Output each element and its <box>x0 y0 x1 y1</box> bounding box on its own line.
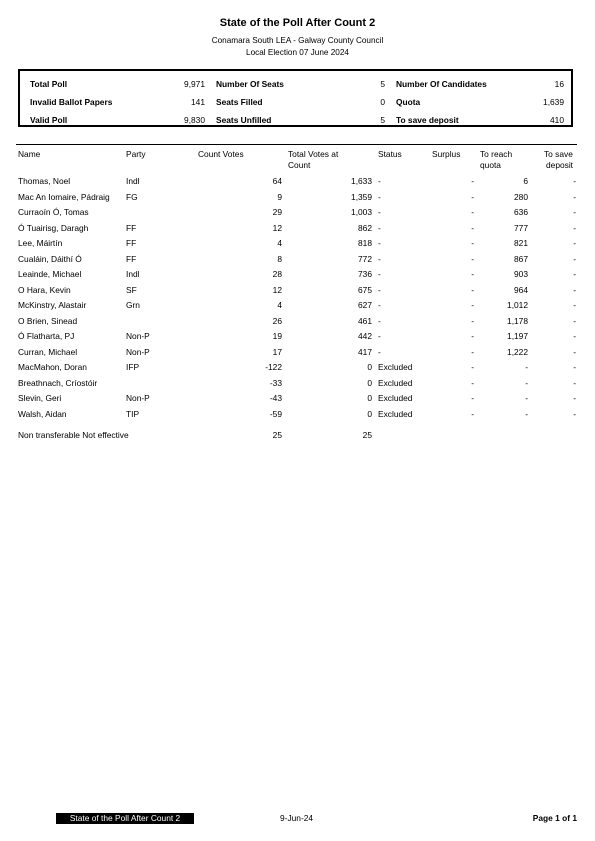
candidates-value: 16 <box>554 79 564 89</box>
status: - <box>378 238 381 248</box>
candidate-name: O Hara, Kevin <box>18 284 71 295</box>
footer-report-badge: State of the Poll After Count 2 <box>56 813 194 824</box>
to-reach-quota: 903 <box>514 269 528 279</box>
candidate-row <box>0 300 595 315</box>
count-votes: 4 <box>277 238 282 248</box>
candidate-party: TIP <box>126 408 140 419</box>
surplus: - <box>471 315 474 326</box>
candidate-party: Non-P <box>126 393 150 403</box>
candidate-row <box>0 331 595 346</box>
candidate-name: Slevin, Geri <box>18 393 62 403</box>
count-votes: 9 <box>277 191 282 202</box>
candidate-party: FF <box>126 253 137 264</box>
invalid-value: 141 <box>191 97 205 107</box>
total-votes: 0 <box>367 377 372 388</box>
status: - <box>378 315 381 326</box>
deposit-value: 410 <box>550 115 564 125</box>
candidate-name: Curraoín Ó, Tomas <box>18 207 89 217</box>
to-reach-quota: 636 <box>514 207 528 217</box>
status: Excluded <box>378 408 413 419</box>
total-votes: 627 <box>358 300 372 310</box>
unfilled-label: Seats Unfilled <box>216 115 272 125</box>
count-votes: 19 <box>272 331 282 341</box>
candidate-name: Mac An Iomaire, Pádraig <box>18 191 110 202</box>
status: - <box>378 176 381 186</box>
count-votes: 12 <box>272 222 282 233</box>
total-votes: 736 <box>358 269 372 279</box>
to-save-deposit: - <box>573 222 576 233</box>
candidate-row <box>0 347 595 362</box>
candidate-name: MacMahon, Doran <box>18 362 87 372</box>
surplus: - <box>471 269 474 279</box>
col-to-reach-2: quota <box>480 160 501 170</box>
count-votes: 8 <box>277 253 282 264</box>
filled-value: 0 <box>380 97 385 107</box>
poll-summary-box <box>18 69 573 127</box>
surplus: - <box>471 176 474 186</box>
non-transferable-total: 25 <box>362 430 372 440</box>
to-reach-quota: - <box>525 393 528 403</box>
total-votes: 862 <box>358 222 372 233</box>
candidate-row <box>0 362 595 377</box>
status: - <box>378 300 381 310</box>
to-save-deposit: - <box>573 346 576 357</box>
candidate-row <box>0 285 595 300</box>
candidate-party: Non-P <box>126 331 150 341</box>
candidate-row <box>0 409 595 424</box>
candidate-name: Lee, Máirtín <box>18 238 63 248</box>
status: - <box>378 331 381 341</box>
total-votes: 675 <box>358 284 372 295</box>
unfilled-value: 5 <box>380 115 385 125</box>
candidate-row <box>0 176 595 191</box>
surplus: - <box>471 346 474 357</box>
status: - <box>378 269 381 279</box>
to-save-deposit: - <box>573 300 576 310</box>
footer-date: 9-Jun-24 <box>280 813 314 823</box>
total-votes: 442 <box>358 331 372 341</box>
candidate-name: Ó Tuairisg, Daragh <box>18 222 89 233</box>
col-to-reach-1: To reach <box>480 149 513 159</box>
candidates-label: Number Of Candidates <box>396 79 487 89</box>
to-save-deposit: - <box>573 238 576 248</box>
quota-label: Quota <box>396 97 421 107</box>
to-save-deposit: - <box>573 176 576 186</box>
surplus: - <box>471 300 474 310</box>
count-votes: 17 <box>272 346 282 357</box>
to-save-deposit: - <box>573 393 576 403</box>
status: - <box>378 222 381 233</box>
to-save-deposit: - <box>573 331 576 341</box>
to-reach-quota: 821 <box>514 238 528 248</box>
status: - <box>378 346 381 357</box>
invalid-label: Invalid Ballot Papers <box>30 97 113 107</box>
surplus: - <box>471 393 474 403</box>
col-count-votes: Count Votes <box>198 149 244 159</box>
total-votes: 772 <box>358 253 372 264</box>
surplus: - <box>471 331 474 341</box>
deposit-label: To save deposit <box>396 115 459 125</box>
candidate-row <box>0 254 595 269</box>
count-votes: 64 <box>272 176 282 186</box>
lea-line: Conamara South LEA - Galway County Council <box>211 36 384 45</box>
candidate-name: Leainde, Michael <box>18 269 82 279</box>
non-transferable-count: 25 <box>272 430 282 440</box>
total-votes: 0 <box>367 393 372 403</box>
status: - <box>378 191 381 202</box>
col-party: Party <box>126 149 146 159</box>
status: Excluded <box>378 377 413 388</box>
count-votes: -122 <box>265 362 282 372</box>
to-reach-quota: 1,197 <box>507 331 528 341</box>
candidate-party: FF <box>126 222 137 233</box>
count-votes: 26 <box>272 315 282 326</box>
status: Excluded <box>378 393 413 403</box>
candidate-name: Walsh, Aidan <box>18 408 67 419</box>
col-name: Name <box>18 149 41 159</box>
count-votes: -59 <box>269 408 282 419</box>
surplus: - <box>471 362 474 372</box>
candidate-row <box>0 223 595 238</box>
footer-page-number: Page 1 of 1 <box>532 813 577 823</box>
total-votes: 0 <box>367 362 372 372</box>
to-reach-quota: 1,222 <box>507 346 528 357</box>
surplus: - <box>471 238 474 248</box>
candidate-name: McKinstry, Alastair <box>18 300 87 310</box>
quota-value: 1,639 <box>543 97 564 107</box>
election-line: Local Election 07 June 2024 <box>246 48 349 57</box>
candidate-party: Indl <box>126 176 140 186</box>
seats-value: 5 <box>380 79 385 89</box>
surplus: - <box>471 377 474 388</box>
candidate-party: FF <box>126 238 137 248</box>
valid-value: 9,830 <box>184 115 205 125</box>
count-votes: 28 <box>272 269 282 279</box>
count-votes: -33 <box>269 377 282 388</box>
count-votes: 4 <box>277 300 282 310</box>
to-reach-quota: 1,178 <box>507 315 528 326</box>
candidate-row <box>0 207 595 222</box>
to-save-deposit: - <box>573 284 576 295</box>
to-save-deposit: - <box>573 315 576 326</box>
surplus: - <box>471 207 474 217</box>
to-reach-quota: 777 <box>514 222 528 233</box>
candidate-row <box>0 269 595 284</box>
surplus: - <box>471 191 474 202</box>
candidate-party: Grn <box>126 300 140 310</box>
candidate-party: Non-P <box>126 346 150 357</box>
to-save-deposit: - <box>573 408 576 419</box>
status: - <box>378 207 381 217</box>
candidate-name: Curran, Michael <box>18 346 78 357</box>
non-transferable-row <box>0 430 595 445</box>
total-votes: 417 <box>358 346 372 357</box>
candidate-row <box>0 393 595 408</box>
to-reach-quota: - <box>525 362 528 372</box>
to-reach-quota: 280 <box>514 191 528 202</box>
to-reach-quota: 1,012 <box>507 300 528 310</box>
surplus: - <box>471 408 474 419</box>
surplus: - <box>471 253 474 264</box>
total-votes: 1,003 <box>351 207 372 217</box>
seats-label: Number Of Seats <box>216 79 284 89</box>
valid-label: Valid Poll <box>30 115 68 125</box>
candidate-row <box>0 192 595 207</box>
total-votes: 818 <box>358 238 372 248</box>
to-reach-quota: 964 <box>514 284 528 295</box>
candidate-party: FG <box>126 191 138 202</box>
col-surplus: Surplus <box>432 149 461 159</box>
count-votes: 29 <box>272 207 282 217</box>
candidate-name: Ó Flatharta, PJ <box>18 331 75 341</box>
to-save-deposit: - <box>573 207 576 217</box>
to-reach-quota: - <box>525 377 528 388</box>
col-total-votes-2: Count <box>288 160 311 170</box>
status: - <box>378 284 381 295</box>
total-poll-value: 9,971 <box>184 79 205 89</box>
to-save-deposit: - <box>573 253 576 264</box>
total-votes: 461 <box>358 315 372 326</box>
candidate-party: SF <box>126 284 137 295</box>
col-status: Status <box>378 149 402 159</box>
to-save-deposit: - <box>573 377 576 388</box>
candidate-party: IFP <box>126 362 140 372</box>
header-divider <box>16 144 577 145</box>
to-save-deposit: - <box>573 269 576 279</box>
status: - <box>378 253 381 264</box>
total-poll-label: Total Poll <box>30 79 68 89</box>
candidate-party: Indl <box>126 269 140 279</box>
report-title: State of the Poll After Count 2 <box>219 17 376 29</box>
to-reach-quota: - <box>525 408 528 419</box>
filled-label: Seats Filled <box>216 97 263 107</box>
to-save-deposit: - <box>573 362 576 372</box>
col-total-votes-1: Total Votes at <box>288 149 339 159</box>
candidate-name: Cualáin, Dáithí Ó <box>18 253 82 264</box>
candidate-row <box>0 316 595 331</box>
candidate-name: Thomas, Noel <box>18 176 71 186</box>
surplus: - <box>471 284 474 295</box>
col-to-save-2: deposit <box>546 160 574 170</box>
candidate-row <box>0 238 595 253</box>
total-votes: 1,633 <box>351 176 372 186</box>
status: Excluded <box>378 362 413 372</box>
surplus: - <box>471 222 474 233</box>
total-votes: 0 <box>367 408 372 419</box>
col-to-save-1: To save <box>544 149 573 159</box>
candidate-name: O Brien, Sinead <box>18 315 78 326</box>
count-votes: 12 <box>272 284 282 295</box>
total-votes: 1,359 <box>351 191 372 202</box>
to-reach-quota: 867 <box>514 253 528 264</box>
candidate-name: Breathnach, Críostóir <box>18 377 98 388</box>
count-votes: -43 <box>269 393 282 403</box>
candidate-row <box>0 378 595 393</box>
to-reach-quota: 6 <box>523 176 528 186</box>
non-transferable-label: Non transferable Not effective <box>18 430 129 440</box>
to-save-deposit: - <box>573 191 576 202</box>
